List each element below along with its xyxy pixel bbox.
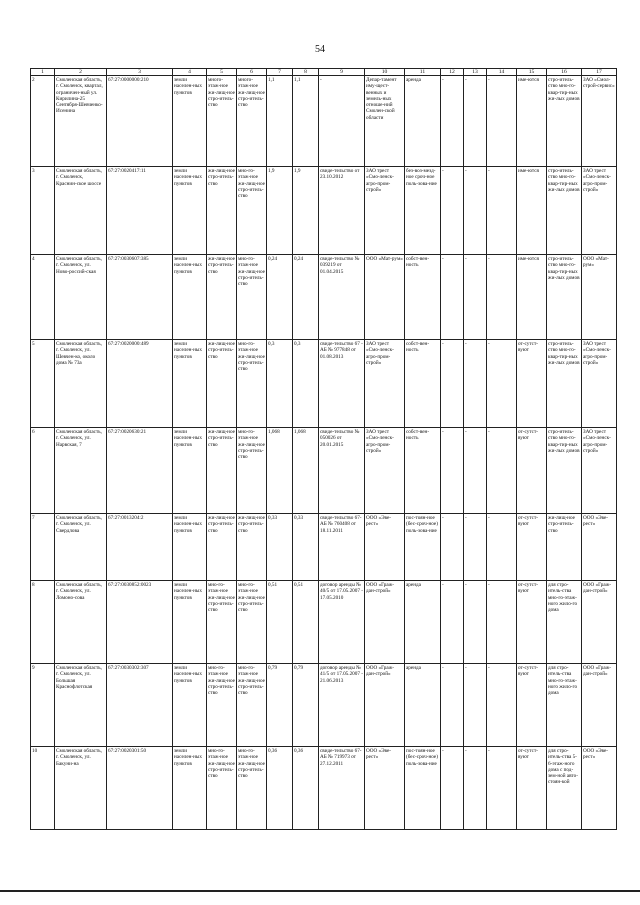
- location-cell: Смоленская область, г. Смоленск, ул. Бакуни-на: [55, 747, 107, 830]
- land-registry-table: [30, 68, 617, 830]
- encumbrance-cell: име-ются: [517, 167, 547, 255]
- col-14-cell: -: [487, 340, 517, 428]
- area-cell: 1,068: [267, 428, 293, 514]
- area-cell: 0,24: [267, 255, 293, 340]
- area-cell: 0,33: [267, 514, 293, 581]
- col-14-cell: -: [487, 664, 517, 747]
- col-14-cell: -: [487, 581, 517, 664]
- right-type-cell: без-воз-мезд-ное сроч-ное поль-зова-ние: [405, 167, 441, 255]
- col-13-cell: -: [464, 747, 487, 830]
- developer-cell: ЗАО трест «Смо-ленск-агро-пром-строй»: [582, 428, 617, 514]
- col-13-cell: -: [464, 340, 487, 428]
- table-row: [31, 428, 617, 514]
- column-number: 3: [107, 69, 173, 76]
- area-cell: 0,36: [267, 747, 293, 830]
- column-number: 9: [319, 69, 365, 76]
- right-type-cell: собст-вен-ность: [405, 340, 441, 428]
- column-number: 4: [173, 69, 207, 76]
- location-cell: Смоленская область, г. Смоленск, квартал, ограничен-ный ул. Кирилина-25 Сентября-Шевченко-Исенина: [55, 76, 107, 167]
- cadastral-number-cell: 67:27:0020630:21: [107, 428, 173, 514]
- permitted-use-cell: жи-лищ-ное стро-итель-ство: [207, 514, 237, 581]
- holder-cell: ООО «Эве-рест»: [365, 747, 405, 830]
- land-category-cell: земли населен-ных пунктов: [173, 76, 207, 167]
- col-12-cell: -: [441, 581, 464, 664]
- cadastral-number-cell: 67:27:0030852:0023: [107, 581, 173, 664]
- area-used-cell: 1,1: [293, 76, 319, 167]
- area-used-cell: 0,24: [293, 255, 319, 340]
- purpose-cell: жи-лищ-ное стро-итель-ство: [547, 514, 582, 581]
- holder-cell: ООО «Мат-рум»: [365, 255, 405, 340]
- encumbrance-cell: име-ются: [517, 76, 547, 167]
- holder-cell: ЗАО трест «Смо-ленск-агро-пром-строй»: [365, 428, 405, 514]
- purpose-cell: стро-итель-ство мно-го-квар-тир-ных жи-лых домов: [547, 340, 582, 428]
- column-number: 2: [55, 69, 107, 76]
- area-used-cell: 0,36: [293, 747, 319, 830]
- area-cell: 0,79: [267, 664, 293, 747]
- col-14-cell: -: [487, 167, 517, 255]
- column-number: 15: [517, 69, 547, 76]
- location-cell: Смоленская область, г. Смоленск, ул. Ломоно-сова: [55, 581, 107, 664]
- land-category-cell: земли населен-ных пунктов: [173, 167, 207, 255]
- location-cell: Смоленская область, г. Смоленск, ул. Нарвская, 7: [55, 428, 107, 514]
- table-row: [31, 581, 617, 664]
- col-14-cell: -: [487, 76, 517, 167]
- holder-cell: ЗАО трест «Смо-ленск-агро-пром-строй»: [365, 340, 405, 428]
- encumbrance-cell: от-сутст-вуют: [517, 747, 547, 830]
- location-cell: Смоленская область, г. Смоленск, Краснин-ское шоссе: [55, 167, 107, 255]
- column-number: 6: [237, 69, 267, 76]
- land-category-cell: земли населен-ных пунктов: [173, 428, 207, 514]
- title-document-cell: свиде-тельство № 039219 от 01.04.2015: [319, 255, 365, 340]
- col-14-cell: -: [487, 514, 517, 581]
- table-row: [31, 747, 617, 830]
- column-number-row: [31, 69, 617, 76]
- title-document-cell: свиде-тельство 67 - АБ № 977848 от 01.08.2013: [319, 340, 365, 428]
- developer-cell: ЗАО «Смол-строй-сервис»: [582, 76, 617, 167]
- permitted-use-cell: жи-лищ-ное стро-итель-ство: [207, 167, 237, 255]
- table-row: [31, 167, 617, 255]
- permitted-use-cell: жи-лищ-ное стро-итель-ство: [207, 428, 237, 514]
- title-document-cell: -: [319, 76, 365, 167]
- cadastral-number-cell: 67:27:0020417:11: [107, 167, 173, 255]
- holder-cell: ЗАО трест «Смо-ленск-агро-пром-строй»: [365, 167, 405, 255]
- cadastral-number-cell: 67:27:0013204:2: [107, 514, 173, 581]
- land-category-cell: земли населен-ных пунктов: [173, 664, 207, 747]
- right-type-cell: аренда: [405, 664, 441, 747]
- column-number: 14: [487, 69, 517, 76]
- row-number: 5: [31, 340, 55, 428]
- permitted-use-cell: мно-го-этаж-ное жи-лищ-ное стро-итель-ство: [207, 664, 237, 747]
- col-12-cell: -: [441, 76, 464, 167]
- right-type-cell: аренда: [405, 581, 441, 664]
- encumbrance-cell: от-сутст-вуют: [517, 340, 547, 428]
- col-13-cell: -: [464, 76, 487, 167]
- row-number: 10: [31, 747, 55, 830]
- holder-cell: ООО «Граж-дан-строй»: [365, 664, 405, 747]
- area-used-cell: 1,068: [293, 428, 319, 514]
- encumbrance-cell: от-сутст-вуют: [517, 514, 547, 581]
- area-cell: 0,3: [267, 340, 293, 428]
- column-number: 16: [547, 69, 582, 76]
- col-14-cell: -: [487, 747, 517, 830]
- column-number: 13: [464, 69, 487, 76]
- table-body: [31, 76, 617, 830]
- row-number: 2: [31, 76, 55, 167]
- area-used-cell: 1,9: [293, 167, 319, 255]
- col-13-cell: -: [464, 664, 487, 747]
- area-used-cell: 0,79: [293, 664, 319, 747]
- area-cell: 0,51: [267, 581, 293, 664]
- right-type-cell: пос-тоян-ное (бес-сроч-ное) поль-зова-ние: [405, 747, 441, 830]
- actual-use-cell: мно-го-этаж-ное жи-лищ-ное стро-итель-ство: [237, 581, 267, 664]
- holder-cell: ООО «Эве-рест»: [365, 514, 405, 581]
- title-document-cell: договор аренды № 40/5 от 17.05.2007 - 17.05.2010: [319, 581, 365, 664]
- area-cell: 1,1: [267, 76, 293, 167]
- holder-cell: ООО «Граж-дан-строй»: [365, 581, 405, 664]
- row-number: 9: [31, 664, 55, 747]
- actual-use-cell: мно-го-этаж-ное жи-лищ-ное стро-итель-ство: [237, 255, 267, 340]
- column-number: 12: [441, 69, 464, 76]
- col-12-cell: -: [441, 428, 464, 514]
- land-category-cell: земли населен-ных пунктов: [173, 747, 207, 830]
- area-used-cell: 0,3: [293, 340, 319, 428]
- col-12-cell: -: [441, 340, 464, 428]
- location-cell: Смоленская область, г. Смоленск, ул. Шевчен-ко, около дома № 73а: [55, 340, 107, 428]
- right-type-cell: пос-тоян-ное (бес-сроч-ное) поль-зова-ние: [405, 514, 441, 581]
- land-category-cell: земли населен-ных пунктов: [173, 581, 207, 664]
- cadastral-number-cell: 67:27:0030607:385: [107, 255, 173, 340]
- developer-cell: ЗАО трест «Смо-ленск-агро-пром-строй»: [582, 167, 617, 255]
- title-document-cell: свиде-тельство № 050026 от 20.01.2015: [319, 428, 365, 514]
- table-row: [31, 76, 617, 167]
- land-category-cell: земли населен-ных пунктов: [173, 514, 207, 581]
- actual-use-cell: мно-го-этаж-ное жи-лищ-ное стро-итель-ство: [237, 340, 267, 428]
- right-type-cell: собст-вен-ность: [405, 428, 441, 514]
- holder-cell: Депар-тамент иму-щест-венных и земель-ных отноше-ний Смолен-ской области: [365, 76, 405, 167]
- col-14-cell: -: [487, 255, 517, 340]
- column-number: 10: [365, 69, 405, 76]
- permitted-use-cell: жи-лищ-ное стро-итель-ство: [207, 340, 237, 428]
- purpose-cell: для стро-итель-ства 5-6-этаж-ного дома с под-зем-ной авто-стоян-кой: [547, 747, 582, 830]
- column-number: 5: [207, 69, 237, 76]
- title-document-cell: свиде-тельство 67-АБ № 719973 от 27.12.2011: [319, 747, 365, 830]
- cadastral-number-cell: 67:27:0030302:307: [107, 664, 173, 747]
- table-row: [31, 255, 617, 340]
- right-type-cell: собст-вен-ность: [405, 255, 441, 340]
- developer-cell: ООО «Эве-рест»: [582, 514, 617, 581]
- column-number: 8: [293, 69, 319, 76]
- page-number: 54: [315, 44, 325, 55]
- actual-use-cell: жи-лищ-ное стро-итель-ство: [237, 514, 267, 581]
- actual-use-cell: мно-го-этаж-ное жи-лищ-ное стро-итель-ство: [237, 664, 267, 747]
- column-number: 7: [267, 69, 293, 76]
- row-number: 8: [31, 581, 55, 664]
- title-document-cell: свиде-тельство 67-АБ № 760408 от 18.11.2011: [319, 514, 365, 581]
- actual-use-cell: много-этаж-ное жи-лищ-ное стро-итель-ство: [237, 76, 267, 167]
- land-category-cell: земли населен-ных пунктов: [173, 340, 207, 428]
- purpose-cell: для стро-итель-ства мно-го-этаж-ного жило-го дома: [547, 664, 582, 747]
- col-12-cell: -: [441, 255, 464, 340]
- permitted-use-cell: мно-го-этаж-ное жи-лищ-ное стро-итель-ство: [207, 581, 237, 664]
- location-cell: Смоленская область, г. Смоленск, ул. Свердлова: [55, 514, 107, 581]
- cadastral-number-cell: 67:27:0000000:210: [107, 76, 173, 167]
- col-12-cell: -: [441, 747, 464, 830]
- row-number: 3: [31, 167, 55, 255]
- column-number: 1: [31, 69, 55, 76]
- col-13-cell: -: [464, 581, 487, 664]
- permitted-use-cell: много-этаж-ное жи-лищ-ное стро-итель-ство: [207, 76, 237, 167]
- col-12-cell: -: [441, 514, 464, 581]
- right-type-cell: аренда: [405, 76, 441, 167]
- actual-use-cell: мно-го-этаж-ное жи-лищ-ное стро-итель-ство: [237, 428, 267, 514]
- title-document-cell: договор аренды № 41/5 от 17.05.2007 - 21.06.2013: [319, 664, 365, 747]
- column-number: 17: [582, 69, 617, 76]
- permitted-use-cell: мно-го-этаж-ное жи-лищ-ное стро-итель-ство: [207, 747, 237, 830]
- encumbrance-cell: от-сутст-вуют: [517, 664, 547, 747]
- table-row: [31, 664, 617, 747]
- location-cell: Смоленская область, г. Смоленск, ул. Большая Краснофлотская: [55, 664, 107, 747]
- actual-use-cell: мно-го-этаж-ное жи-лищ-ное стро-итель-ство: [237, 167, 267, 255]
- area-used-cell: 0,33: [293, 514, 319, 581]
- cadastral-number-cell: 67:27:0020301:50: [107, 747, 173, 830]
- permitted-use-cell: жи-лищ-ное стро-итель-ство: [207, 255, 237, 340]
- row-number: 6: [31, 428, 55, 514]
- col-13-cell: -: [464, 255, 487, 340]
- land-category-cell: земли населен-ных пунктов: [173, 255, 207, 340]
- table-row: [31, 514, 617, 581]
- purpose-cell: для стро-итель-ства мно-го-этаж-ного жило-го дома: [547, 581, 582, 664]
- col-13-cell: -: [464, 167, 487, 255]
- encumbrance-cell: име-ются: [517, 255, 547, 340]
- col-13-cell: -: [464, 428, 487, 514]
- developer-cell: ООО «Эве-рест»: [582, 747, 617, 830]
- row-number: 7: [31, 514, 55, 581]
- developer-cell: ООО «Граж-дан-строй»: [582, 664, 617, 747]
- col-13-cell: -: [464, 514, 487, 581]
- column-number: 11: [405, 69, 441, 76]
- cadastral-number-cell: 67:27:0020000:489: [107, 340, 173, 428]
- location-cell: Смоленская область, г. Смоленск, ул. Ново-россий-ская: [55, 255, 107, 340]
- col-12-cell: -: [441, 664, 464, 747]
- encumbrance-cell: от-сутст-вуют: [517, 428, 547, 514]
- encumbrance-cell: от-сутст-вуют: [517, 581, 547, 664]
- col-14-cell: -: [487, 428, 517, 514]
- developer-cell: ЗАО трест «Смо-ленск-агро-пром-строй»: [582, 340, 617, 428]
- row-number: 4: [31, 255, 55, 340]
- purpose-cell: стро-итель-ство мно-го-квар-тир-ных жи-лых домов: [547, 255, 582, 340]
- title-document-cell: свиде-тельство от 23.10.2012: [319, 167, 365, 255]
- page-bottom-rule: [0, 890, 640, 892]
- purpose-cell: стро-итель-ство мно-го-квар-тир-ных жи-лых домов: [547, 167, 582, 255]
- developer-cell: ООО «Граж-дан-строй»: [582, 581, 617, 664]
- actual-use-cell: мно-го-этаж-ное жи-лищ-ное стро-итель-ство: [237, 747, 267, 830]
- col-12-cell: -: [441, 167, 464, 255]
- area-used-cell: 0,51: [293, 581, 319, 664]
- developer-cell: ООО «Мат-рум»: [582, 255, 617, 340]
- table-row: [31, 340, 617, 428]
- purpose-cell: стро-итель-ство мно-го-квар-тир-ных жи-лых домов: [547, 428, 582, 514]
- purpose-cell: стро-итель-ство мно-го-квар-тир-ных жи-лых домов: [547, 76, 582, 167]
- area-cell: 1,9: [267, 167, 293, 255]
